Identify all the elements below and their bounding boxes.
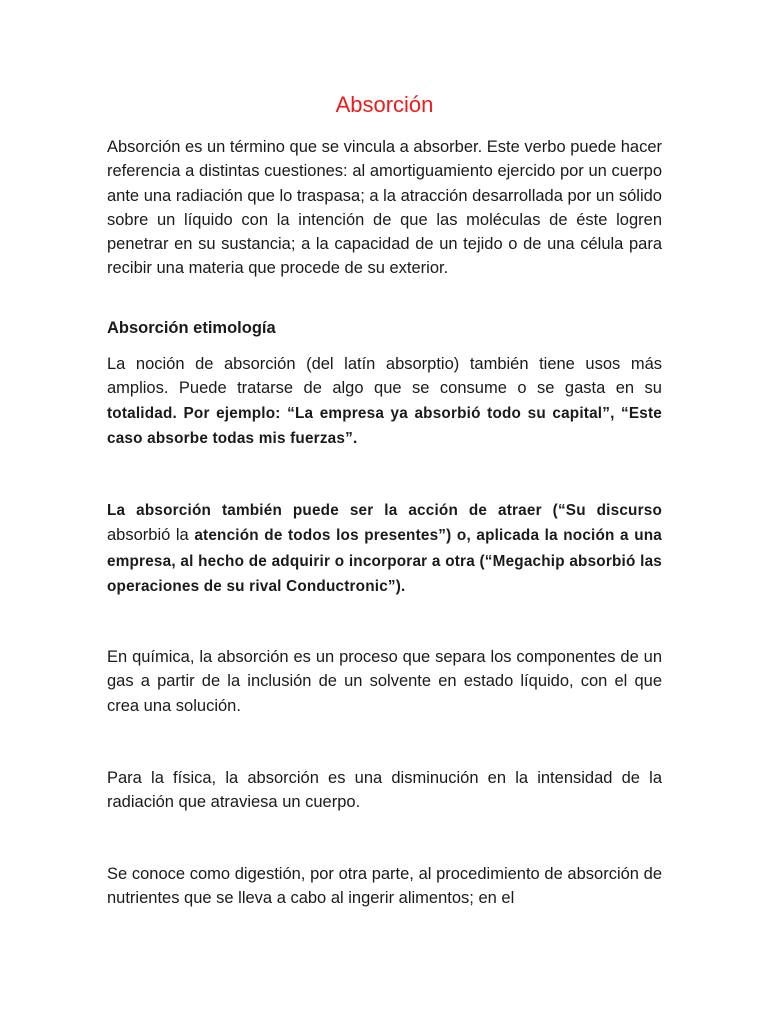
paragraph-physics: Para la física, la absorción es una disminución en la intensidad de la radiación que atraviesa un cuerpo. [107, 769, 662, 812]
document-title: Absorción [335, 92, 434, 117]
paragraph-etymology-text: La noción de absorción (del latín absorptio) también tiene usos más amplios. Puede tratarse de algo que se consume o se gasta en su [107, 355, 662, 398]
paragraph-attraction [107, 498, 662, 599]
section-heading-etymology: Absorción etimología [107, 319, 276, 337]
paragraph-etymology-examples: totalidad. Por ejemplo: “La empresa ya absorbió todo su capital”, “Este caso absorbe todas mis fuerzas”. [107, 404, 662, 447]
paragraph-attraction-verb: absorbió la [107, 526, 195, 545]
paragraph-chemistry: En química, la absorción es un proceso que separa los componentes de un gas a partir de la inclusión de un solvente en estado líquido, con el que crea una solución. [107, 648, 662, 715]
paragraph-attraction-intro: La absorción también puede ser la acción de atraer (“Su discurso [107, 502, 662, 519]
paragraph-attraction-examples: atención de todos los presentes”) o, aplicada la noción a una empresa, al hecho de adquirir o incorporar a otra (“Megachip absorbió las operaciones de su rival Conductronic”). [107, 527, 662, 595]
paragraph-etymology [107, 352, 662, 451]
paragraph-digestion: Se conoce como digestión, por otra parte, al procedimiento de absorción de nutrientes que se lleva a cabo al ingerir alimentos; en el [107, 865, 662, 908]
paragraph-definition: Absorción es un término que se vincula a absorber. Este verbo puede hacer referencia a distintas cuestiones: al amortiguamiento ejercido por un cuerpo ante una radiación que lo traspasa; a la atracción desarrollada por un sólido sobre un líquido con la intención de que las moléculas de éste logren penetrar en su sustancia; a la capacidad de un tejido o de una célula para recibir una materia que procede de su exterior. [107, 138, 662, 278]
